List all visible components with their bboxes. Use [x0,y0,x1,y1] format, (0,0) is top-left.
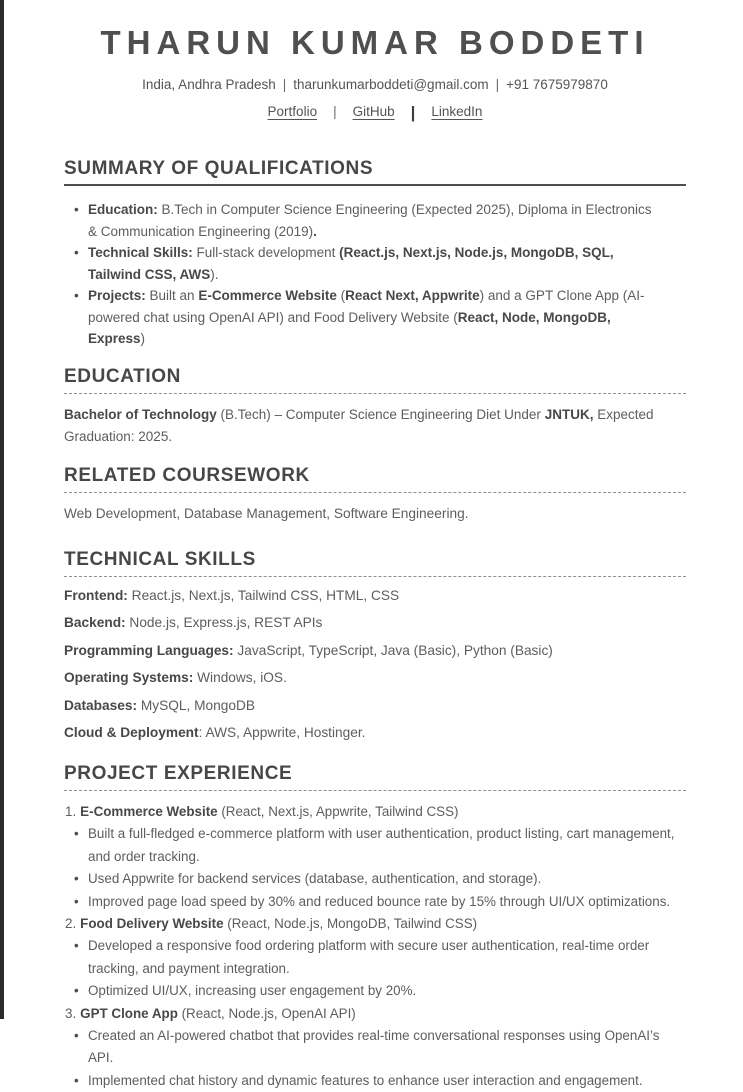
list-item [64,823,686,868]
bullet-dot: • [74,826,79,842]
bullet-dot: • [74,288,79,303]
text: JavaScript, TypeScript, Java (Basic), Python (Basic) [233,642,553,658]
link-separator: | [410,103,416,122]
text: ) and a GPT Clone App (AI-powered chat using OpenAI API) and Food Delivery Website ( [88,288,645,325]
text: React.js, Next.js, Tailwind CSS, HTML, CSS [127,587,400,603]
list-item-text [88,980,416,1002]
skill-row [64,615,686,631]
text: Used Appwrite for backend services (database, authentication, and storage). [88,871,542,887]
bold-text: Cloud & Deployment [64,725,199,740]
text: Optimized UI/UX, increasing user engagement by 20%. [88,983,417,999]
bold-text: Bachelor of Technology [64,406,217,422]
section-projects [64,763,686,1092]
bold-text: JNTUK, [544,406,594,422]
text: Implemented chat history and dynamic features to enhance user interaction and engagement. [88,1072,643,1088]
bold-text: Backend: [64,615,126,630]
list-item-text [88,935,686,980]
skill-row [64,670,686,686]
list-item-text [88,285,654,350]
profile-links [64,101,686,121]
link-portfolio[interactable]: Portfolio [267,104,318,119]
text: Expected Graduation: 2025. [64,406,654,444]
text: Built a full-fledged e-commerce platform with user authentication, product listing, cart management, and order tracking. [88,826,675,864]
list-item [64,1070,686,1092]
section-title-coursework: RELATED COURSEWORK [64,464,310,486]
text: Windows, iOS. [193,670,287,685]
project-title [65,1003,686,1025]
link-linkedin[interactable]: LinkedIn [431,104,483,119]
list-item-text [88,1070,643,1092]
bold-text: Education: [88,202,158,217]
bold-text: Food Delivery Website [80,916,224,932]
section-title-education: EDUCATION [64,365,181,387]
project-number: 1. [65,804,77,819]
list-item [64,199,654,242]
bullet-dot: • [74,938,79,954]
text: MySQL, MongoDB [137,697,255,713]
coursework-text: Web Development, Database Management, Software Engineering. [64,505,469,521]
contact-separator: | [282,77,287,92]
bold-text: Technical Skills: [88,245,193,260]
bullet-dot: • [74,245,79,260]
bold-text: Programming Languages: [64,642,234,658]
list-item-text [88,891,670,913]
text: ( [336,288,346,303]
skill-row [64,643,686,659]
list-item-text [88,868,541,890]
bullet-dot: • [74,1028,79,1044]
text: B.Tech in Computer Science Engineering (Expected 2025), Diploma in Electronics & Communication Engineering (2019) [88,202,652,239]
bold-text: Operating Systems: [64,670,194,685]
bold-text: E-Commerce Website [198,288,337,303]
bold-text: React, Node, MongoDB, Express [88,309,611,346]
text: (React, Node.js, MongoDB, Tailwind CSS) [223,916,478,932]
text: (B.Tech) – Computer Science Engineering Diet Under [216,406,545,422]
section-rule [64,393,686,394]
page-title: THARUN KUMAR BODDETI [100,24,650,61]
project-title [65,913,686,935]
bold-text: Frontend: [64,587,128,603]
section-skills [64,549,686,742]
section-title-summary: SUMMARY OF QUALIFICATIONS [64,158,374,179]
list-item-text [88,823,686,868]
contact-email: tharunkumarboddeti@gmail.com [293,77,489,92]
project-number: 2. [65,916,77,932]
bullet-dot: • [74,983,79,999]
skill-row [64,725,686,741]
text: ) [140,331,146,346]
education-paragraph [64,404,676,448]
text: Developed a responsive food ordering platform with secure user authentication, real-time order tracking, and payment integration. [88,938,650,976]
section-rule [64,790,686,791]
list-item [64,868,686,890]
bold-text: React Next, Appwrite [345,288,480,303]
skills-list [64,588,686,742]
list-item-text [88,1025,686,1070]
list-item [64,242,654,285]
bold-text: Projects: [88,288,146,303]
text: (React, Node.js, OpenAI API) [177,1005,356,1021]
link-github[interactable]: GitHub [352,104,395,119]
contact-separator: | [495,77,500,92]
list-item [64,935,686,980]
list-item-text [88,242,654,285]
project-title [65,801,686,823]
summary-bullet-list [64,199,654,350]
contact-location: India, Andhra Pradesh [142,77,276,92]
text: Node.js, Express.js, REST APIs [125,615,323,630]
text: Improved page load speed by 30% and reduced bounce rate by 15% through UI/UX optimizations. [88,893,671,909]
skill-row [64,698,686,714]
bold-text: (React.js, Next.js, Node.js, MongoDB, SQL, Tailwind CSS, AWS [88,245,614,282]
text: (React, Next.js, Appwrite, Tailwind CSS) [217,804,459,819]
link-separator: | [333,104,337,119]
section-rule [64,492,686,493]
section-rule [64,576,686,577]
list-item [64,285,654,350]
list-item [64,980,686,1002]
section-rule [64,184,686,186]
section-summary [64,158,686,350]
list-item-text [88,199,654,242]
section-title-projects: PROJECT EXPERIENCE [64,763,293,784]
bold-text: . [313,223,317,239]
text: ). [210,266,219,282]
project-number: 3. [65,1005,77,1021]
text: Full-stack development [192,245,340,260]
section-coursework [64,465,686,524]
section-title-skills: TECHNICAL SKILLS [64,548,256,570]
bold-text: E-Commerce Website [80,804,218,819]
text: : AWS, Appwrite, Hostinger. [198,725,366,740]
bold-text: Databases: [64,697,138,713]
page-edge-bar [0,0,4,1019]
section-education [64,366,686,448]
bullet-dot: • [74,871,79,887]
text: Built an [145,288,199,303]
contact-phone: +91 7675979870 [506,77,608,92]
bold-text: GPT Clone App [80,1005,178,1021]
bullet-dot: • [74,893,79,909]
list-item [64,891,686,913]
bullet-dot: • [74,1072,79,1088]
list-item [64,1025,686,1070]
contact-line [64,77,686,92]
skill-row [64,588,686,604]
project-list [64,801,686,1092]
bullet-dot: • [74,202,79,217]
text: Created an AI-powered chatbot that provides real-time conversational responses using OpenAI’s API. [88,1028,660,1066]
